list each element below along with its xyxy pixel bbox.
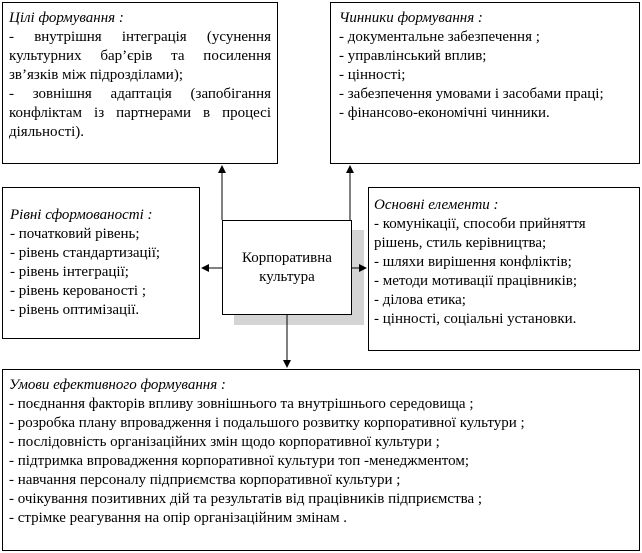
elements-title: Основні елементи : [374, 197, 499, 213]
conditions-item-top-management: - підтримка впровадження корпоративної культури топ -менеджментом; [9, 453, 470, 469]
conditions-item-sequence: - послідовність організаційних змін щодо корпоративної культури ; [9, 434, 440, 450]
conditions-item-reaction: - стрімке реагування на опір організаційним змінам . [9, 510, 348, 526]
levels-item-initial: - початковий рівень; [10, 226, 140, 242]
conditions-item-expectations: - очікування позитивних дій та результатів від працівників підприємства ; [9, 491, 483, 507]
elements-item-values: - цінності, соціальні установки. [374, 311, 577, 327]
levels-item-optimization: - рівень оптимізації. [10, 302, 140, 318]
factors-item-financial: - фінансово-економічні чинники. [339, 105, 550, 121]
corporate-culture-label: Корпоративна культура [242, 249, 332, 285]
conditions-item-training: - навчання персоналу підприємства корпоративної культури ; [9, 472, 401, 488]
factors-item-management: - управлінський вплив; [339, 48, 487, 64]
factors-title: Чинники формування : [339, 10, 483, 26]
factors-item-documentation: - документальне забезпечення ; [339, 29, 540, 45]
levels-item-standardization: - рівень стандартизації; [10, 245, 161, 261]
elements-item-communications: - комунікації, способи прийняття рішень, стиль керівництва; [374, 216, 586, 251]
conditions-title: Умови ефективного формування : [9, 377, 226, 393]
conditions-item-factors: - поєднання факторів впливу зовнішнього та внутрішнього середовища ; [9, 396, 474, 412]
levels-item-integration: - рівень інтеграції; [10, 264, 129, 280]
goals-title: Цілі формування : [9, 10, 124, 26]
elements-item-motivation: - методи мотивації працівників; [374, 273, 577, 289]
conditions-item-plan: - розробка плану впровадження і подальшого розвитку корпоративної культури ; [9, 415, 525, 431]
elements-item-ethics: - ділова етика; [374, 292, 466, 308]
elements-item-conflicts: - шляхи вирішення конфліктів; [374, 254, 572, 270]
goals-item-external-adaptation: - зовнішня адаптація (запобігання конфліктам із партнерами в процесі діяльності). [9, 86, 271, 140]
goals-item-internal-integration: - внутрішня інтеграція (усунення культурних бар’єрів та посилення зв’язків між підрозділами); [9, 29, 271, 83]
levels-item-manageability: - рівень керованості ; [10, 283, 146, 299]
factors-item-values: - цінності; [339, 67, 406, 83]
factors-item-work-conditions: - забезпечення умовами і засобами праці; [339, 86, 604, 102]
levels-title: Рівні сформованості : [10, 207, 153, 223]
